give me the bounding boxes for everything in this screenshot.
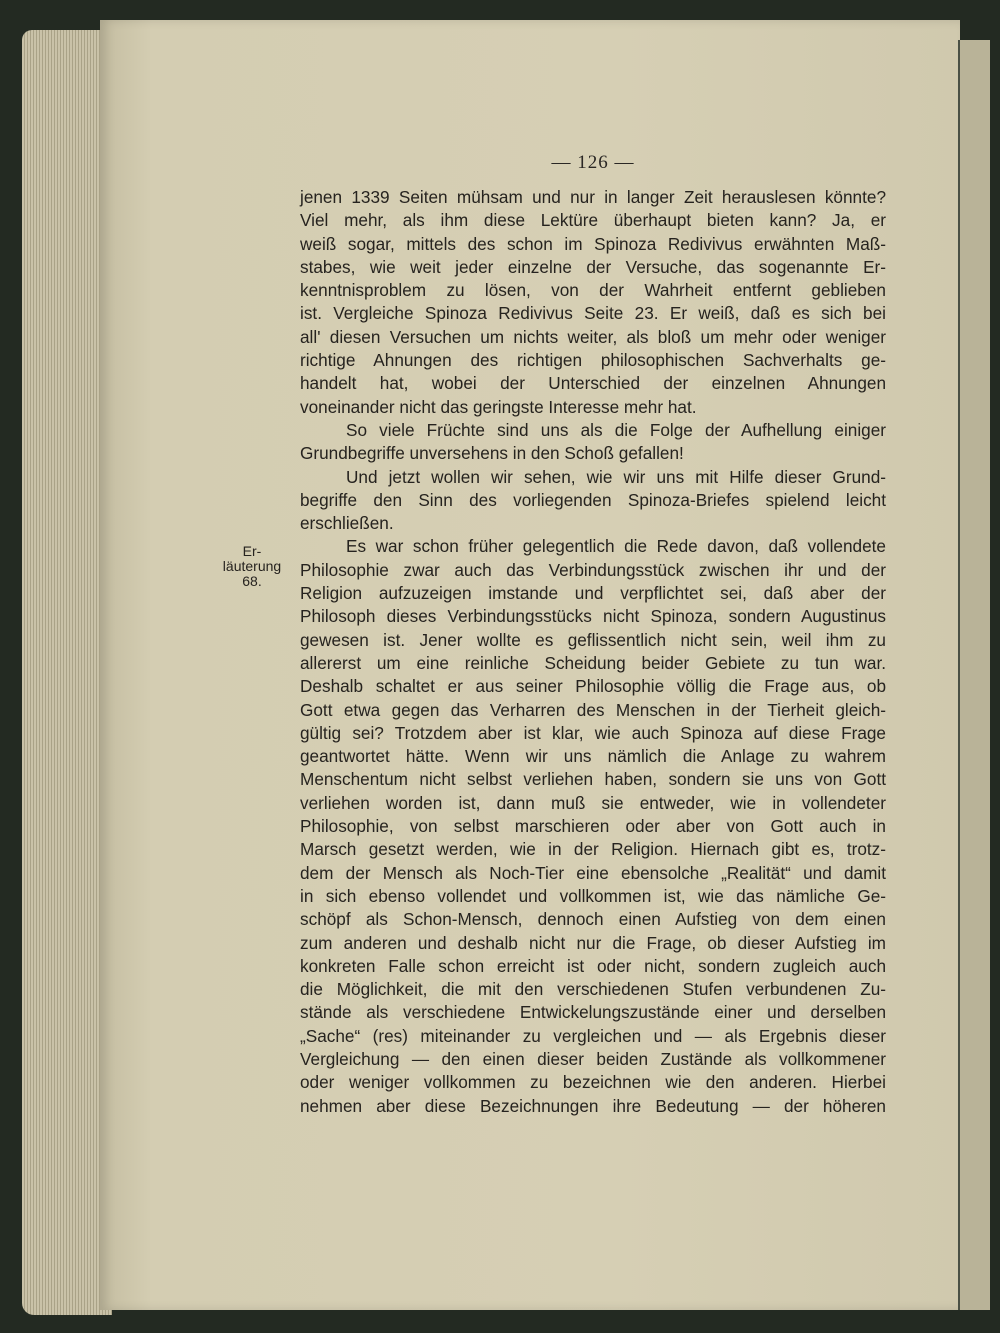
text-line: konkreten Falle schon erreicht ist oder nicht, sondern zugleich auch — [300, 955, 886, 976]
text-line: kenntnisproblem zu lösen, von der Wahrheit entfernt geblieben — [300, 280, 886, 301]
page-number: — 126 — — [551, 152, 635, 173]
text-line: Philosophie zwar auch das Verbindungsstück zwischen ihr und der — [300, 559, 886, 580]
text-line: Es war schon früher gelegentlich die Rede davon, daß vollendete — [346, 536, 886, 557]
text-line: voneinander nicht das geringste Interesse mehr hat. — [300, 396, 697, 417]
text-line: oder weniger vollkommen zu bezeichnen wie den anderen. Hierbei — [300, 1072, 886, 1093]
text-line: geantwortet hätte. Wenn wir uns nämlich die Anlage zu wahrem — [300, 746, 886, 767]
text-line: Philosophie, von selbst marschieren oder aber von Gott auch in — [300, 816, 886, 837]
text-line: allererst um eine reinliche Scheidung beider Gebiete zu tun war. — [300, 652, 886, 673]
text-line: nehmen aber diese Bezeichnungen ihre Bedeutung — der höheren — [300, 1095, 886, 1116]
text-line: „Sache“ (res) miteinander zu vergleichen und — als Ergebnis dieser — [300, 1025, 886, 1046]
text-line: weiß sogar, mittels des schon im Spinoza Redivivus erwähnten Maß- — [300, 233, 886, 254]
text-line: all' diesen Versuchen um nichts weiter, als bloß um mehr oder weniger — [300, 326, 886, 347]
text-line: Marsch gesetzt werden, wie in der Religion. Hiernach gibt es, trotz- — [300, 839, 886, 860]
text-line: begriffe den Sinn des vorliegenden Spinoza-Briefes spielend leicht — [300, 489, 886, 510]
text-line: verliehen worden ist, dann muß sie entweder, wie in vollendeter — [300, 792, 886, 813]
text-line: gültig sei? Trotzdem aber ist klar, wie auch Spinoza auf diese Frage — [300, 722, 886, 743]
text-line: Grundbegriffe unversehens in den Schoß gefallen! — [300, 443, 684, 464]
text-line: Und jetzt wollen wir sehen, wie wir uns mit Hilfe dieser Grund- — [346, 466, 886, 487]
text-line: stände als verschiedene Entwickelungszustände einer und derselben — [300, 1002, 886, 1023]
text-line: in sich ebenso vollendet und vollkommen ist, wie das nämliche Ge- — [300, 885, 886, 906]
text-line: die Möglichkeit, die mit den verschiedenen Stufen verbundenen Zu- — [300, 979, 886, 1000]
facing-page-edge — [958, 40, 990, 1310]
text-line: So viele Früchte sind uns als die Folge der Aufhellung einiger — [346, 419, 886, 440]
text-line: dem der Mensch als Noch-Tier eine ebensolche „Realität“ und damit — [300, 862, 886, 883]
text-line: stabes, wie weit jeder einzelne der Versuche, das sogenannte Er- — [300, 256, 886, 277]
text-line: zum anderen und deshalb nicht nur die Frage, ob dieser Aufstieg im — [300, 932, 886, 953]
page-edges — [22, 30, 112, 1315]
text-line: jenen 1339 Seiten mühsam und nur in langer Zeit herauslesen könnte? — [300, 187, 886, 207]
text-line: Gott etwa gegen das Verharren des Menschen in der Tierheit gleich- — [300, 699, 886, 720]
text-line: Viel mehr, als ihm diese Lektüre überhaupt bieten kann? Ja, er — [300, 210, 886, 231]
text-line: richtige Ahnungen des richtigen philosophischen Sachverhalts ge- — [300, 350, 886, 371]
text-line: gewesen ist. Jener wollte es geflissentlich nicht sein, weil ihm zu — [300, 629, 886, 650]
margin-note — [212, 544, 292, 589]
text-line: ist. Vergleiche Spinoza Redivivus Seite 23. Er weiß, daß es sich bei — [300, 303, 886, 324]
text-line: erschließen. — [300, 513, 394, 534]
margin-note-line: 68. — [242, 573, 262, 589]
text-line: Menschentum nicht selbst verliehen haben, sondern sie uns von Gott — [300, 769, 886, 790]
text-line: schöpf als Schon-Mensch, dennoch einen Aufstieg von dem einen — [300, 909, 886, 930]
margin-note-line: Er- — [242, 543, 262, 559]
text-line: Religion aufzuzeigen imstande und verpflichtet sei, daß aber der — [300, 583, 886, 604]
text-line: Vergleichung — den einen dieser beiden Zustände als vollkommener — [300, 1048, 886, 1069]
text-line: Philosoph dieses Verbindungsstücks nicht Spinoza, sondern Augustinus — [300, 606, 886, 627]
text-line: Deshalb schaltet er aus seiner Philosophie völlig die Frage aus, ob — [300, 676, 886, 697]
body-text — [300, 186, 886, 1118]
margin-note-line: läuterung — [222, 558, 282, 574]
text-line: handelt hat, wobei der Unterschied der einzelnen Ahnungen — [300, 373, 886, 394]
